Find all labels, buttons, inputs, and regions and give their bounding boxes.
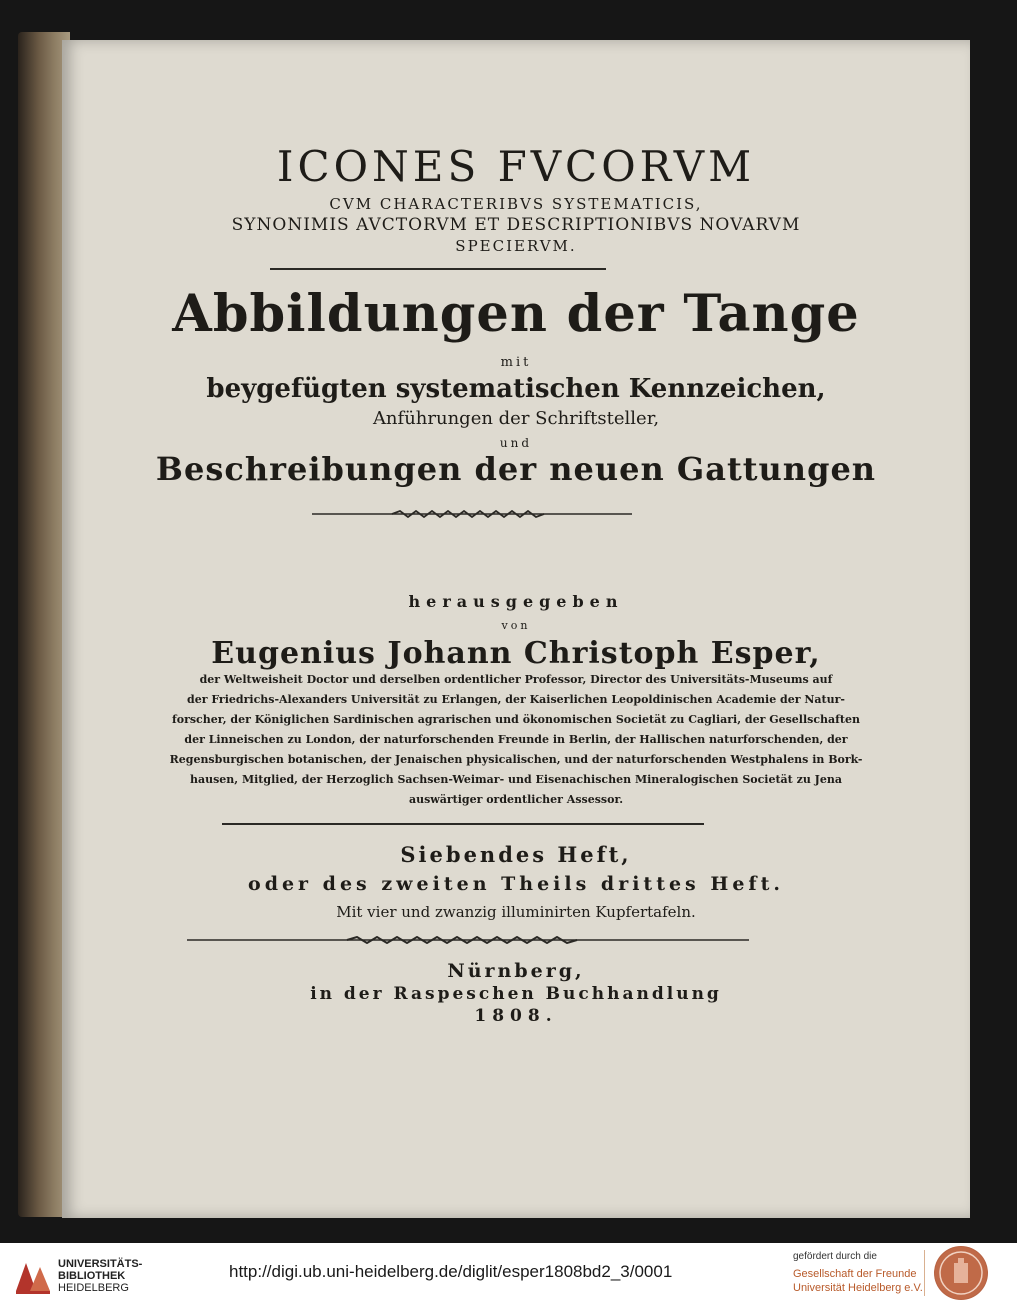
library-logo-icon <box>14 1257 54 1295</box>
footer-bar <box>0 1243 1017 1303</box>
heft-line-3: Mit vier und zwanzig illuminirten Kupfertafeln. <box>336 903 696 921</box>
subtitle-line-1: beygefügten systematischen Kennzeichen, <box>206 374 826 404</box>
publisher: in der Raspeschen Buchhandlung <box>310 984 722 1004</box>
bio-line: forscher, der Königlichen Sardinischen agrarischen und ökonomischen Societät zu Cagliari, der Gesellschaften <box>172 713 860 726</box>
und-word: und <box>499 436 533 450</box>
year: 1808. <box>474 1006 558 1026</box>
subtitle-line-2: Anführungen der Schriftsteller, <box>372 408 660 429</box>
mit-word: mit <box>500 355 532 370</box>
bio-line: der Weltweisheit Doctor und derselben ordentlicher Professor, Director des Universitäts-Museums auf <box>199 673 833 686</box>
library-line-2: BIBLIOTHEK <box>58 1270 126 1282</box>
divider-rule <box>270 268 606 270</box>
library-line-1: UNIVERSITÄTS- <box>58 1258 143 1270</box>
bio-line: der Linneischen zu London, der naturforschenden Freunde in Berlin, der Hallischen naturforschenden, der <box>184 733 848 746</box>
latin-subtitle-2: SYNONIMIS AVCTORVM ET DESCRIPTIONIBVS NOVARVM <box>231 215 801 235</box>
sponsor-label: gefördert durch die <box>793 1251 877 1262</box>
place: Nürnberg, <box>447 960 585 982</box>
bio-line: hausen, Mitglied, der Herzoglich Sachsen-Weimar- und Eisenachischen Mineralogischen Societät zu Jena <box>189 773 842 786</box>
title-page <box>62 40 970 1218</box>
german-title: Abbildungen der Tange <box>172 284 860 344</box>
herausgegeben: herausgegeben <box>408 592 624 611</box>
bio-line: auswärtiger ordentlicher Assessor. <box>408 793 624 806</box>
source-url[interactable]: http://digi.ub.uni-heidelberg.de/diglit/esper1808bd2_3/0001 <box>229 1262 673 1281</box>
university-seal-icon <box>934 1246 988 1300</box>
subtitle-line-3: Beschreibungen der neuen Gattungen <box>155 450 877 488</box>
latin-subtitle-1: CVM CHARACTERIBVS SYSTEMATICIS, <box>329 195 703 213</box>
sponsor-line-2: Universität Heidelberg e.V. <box>793 1282 923 1294</box>
ornament-rule-2 <box>187 936 749 944</box>
bio-line: Regensburgischen botanischen, der Jenaischen physicalischen, und der naturforschenden Westphalens in Bork- <box>169 753 863 766</box>
library-line-3: HEIDELBERG <box>58 1282 129 1294</box>
divider-rule-2 <box>222 823 704 825</box>
bio-line: der Friedrichs-Alexanders Universität zu Erlangen, der Kaiserlichen Leopoldinischen Academie der Natur- <box>187 693 845 706</box>
latin-title: ICONES FVCORVM <box>276 142 756 191</box>
latin-subtitle-3: SPECIERVM. <box>455 237 577 255</box>
heft-line-2: oder des zweiten Theils drittes Heft. <box>248 873 784 895</box>
sponsor-line-1: Gesellschaft der Freunde <box>793 1268 917 1280</box>
von-word: von <box>501 619 531 632</box>
library-name <box>58 1258 142 1294</box>
footer-divider <box>924 1250 925 1296</box>
heft-line-1: Siebendes Heft, <box>400 842 632 867</box>
ornament-rule-1 <box>312 510 632 518</box>
author-name: Eugenius Johann Christoph Esper, <box>211 636 821 671</box>
